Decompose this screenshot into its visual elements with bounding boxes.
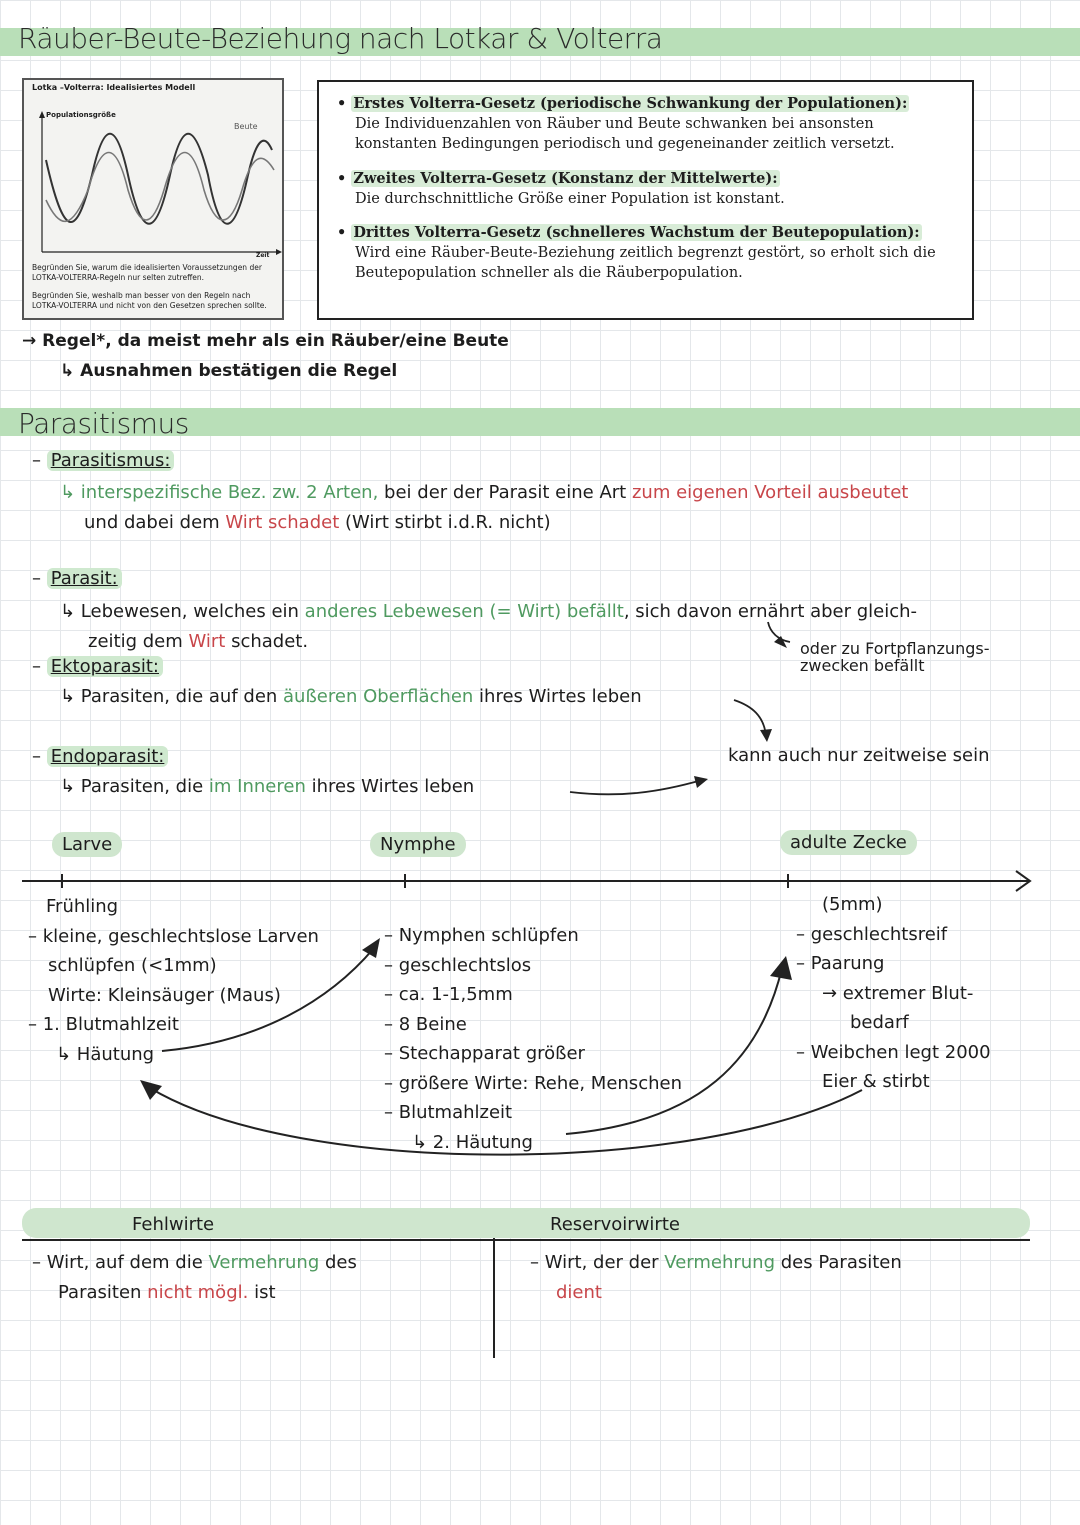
stage-label-adult: adulte Zecke	[780, 830, 917, 855]
law-2: • Zweites Volterra-Gesetz (Konstanz der Mittelwerte): Die durchschnittliche Größe einer Population ist konstant.	[337, 169, 957, 209]
adult-line-1: (5mm)	[822, 894, 883, 915]
text-organism: ↳ Lebewesen, welches ein	[60, 601, 305, 622]
term-parasit: Parasit:	[47, 568, 122, 589]
reservoir-text-a: – Wirt, der der	[530, 1252, 665, 1273]
adult-line-3: – Paarung	[796, 953, 885, 974]
arrow-endo-head	[694, 776, 708, 788]
nymph-line-5: – Stechapparat größer	[384, 1043, 585, 1064]
term-ektoparasit: Ektoparasit:	[47, 656, 163, 677]
section-title-predator-prey: Räuber-Beute-Beziehung nach Lotkar & Volterra	[18, 22, 663, 55]
incidental-text-d: Parasiten	[58, 1282, 148, 1303]
text-host: Wirt	[188, 631, 226, 652]
series-label-prey: Beute	[234, 122, 258, 131]
arrow-ekto-head	[760, 729, 772, 742]
law-2-title: Zweites Volterra-Gesetz (Konstanz der Mittelwerte):	[353, 170, 778, 187]
text-infests-host: anderes Lebewesen (= Wirt) befällt	[304, 601, 624, 622]
incidental-text-c: des	[319, 1252, 357, 1273]
nymph-line-8: ↳ 2. Häutung	[412, 1131, 533, 1153]
reservoir-text-c: des Parasiten	[775, 1252, 902, 1273]
law-3-title: Drittes Volterra-Gesetz (schnelleres Wachstum der Beutepopulation):	[353, 224, 920, 241]
arrow-side-note-head	[774, 636, 787, 648]
larva-line-5: – 1. Blutmahlzeit	[28, 1014, 179, 1035]
text-host-not-dying: (Wirt stirbt i.d.R. nicht)	[339, 512, 551, 533]
nymph-line-6: – größere Wirte: Rehe, Menschen	[384, 1072, 682, 1094]
nymph-line-1: – Nymphen schlüpfen	[384, 925, 579, 946]
stage-label-nymph: Nymphe	[370, 832, 466, 857]
larva-line-3: schlüpfen (<1mm)	[48, 955, 217, 976]
text-ekto-a: ↳ Parasiten, die auf den	[60, 686, 284, 707]
text-feeds-on: , sich davon ernährt aber gleich-	[623, 601, 918, 622]
definition-parasitismus: – Parasitismus:	[32, 450, 174, 471]
larva-line-2: – kleine, geschlechtslose Larven	[28, 925, 319, 947]
text-simultaneously: zeitig dem	[88, 631, 189, 652]
incidental-text-e: nicht mögl.	[147, 1282, 249, 1303]
stage-nymph-details	[384, 921, 682, 1157]
adult-line-6: – Weibchen legt 2000	[796, 1041, 991, 1063]
text-and-host: und dabei dem	[84, 512, 226, 533]
law-2-text: Die durchschnittliche Größe einer Population ist konstant.	[355, 191, 785, 207]
incidental-text-a: – Wirt, auf dem die	[32, 1252, 209, 1273]
figure-task-2: Begründen Sie, weshalb man besser von den Regeln nach LOTKA-VOLTERRA und nicht von den Gesetzen sprechen sollte.	[32, 291, 267, 310]
host-desc-reservoir	[530, 1248, 902, 1308]
adult-line-5: bedarf	[850, 1012, 909, 1033]
incidental-text-f: ist	[248, 1282, 276, 1303]
text-ekto-c: ihres Wirtes leben	[473, 686, 642, 707]
law-1: • Erstes Volterra-Gesetz (periodische Schwankung der Populationen): Die Individuenzahlen von Räuber und Beute schwanken bei ansonsten konstanten Bedingungen periodisch und gegeneinander zeitlich versetzt.	[337, 94, 957, 154]
term-endoparasit: Endoparasit:	[47, 746, 169, 767]
larva-line-6: ↳ Häutung	[56, 1043, 155, 1065]
section-title-parasitism: Parasitismus	[18, 407, 189, 440]
definition-endoparasit: – Endoparasit:	[32, 746, 168, 767]
nymph-line-3: – ca. 1-1,5mm	[384, 984, 513, 1005]
text-endo-a: ↳ Parasiten, die	[60, 776, 209, 797]
incidental-text-b: Vermehrung	[208, 1252, 320, 1273]
law-3: • Drittes Volterra-Gesetz (schnelleres Wachstum der Beutepopulation): Wird eine Räuber-Beute-Beziehung zeitlich begrenzt gestört, so erholt sich die Beutepopulation schneller als die Räuberpopulation.	[337, 223, 957, 283]
adult-line-4: → extremer Blut-	[822, 982, 974, 1004]
nymph-line-2: – geschlechtslos	[384, 954, 532, 976]
x-axis-label: Zeit	[256, 252, 270, 259]
text-inside: im Inneren	[208, 776, 306, 797]
arrow-nymph-head	[770, 956, 792, 980]
reservoir-text-d: dient	[556, 1282, 602, 1303]
text-outer-surfaces: äußeren Oberflächen	[283, 686, 474, 707]
stage-larva-details	[28, 892, 319, 1069]
side-note-reproduction: oder zu Fortpflanzungs- zwecken befällt	[800, 639, 990, 675]
figure-task-1: Begründen Sie, warum die idealisierten Voraussetzungen der LOTKA-VOLTERRA-Regeln nur selten zutreffen.	[32, 263, 262, 282]
text-parasite-species: bei der der Parasit eine Art	[378, 482, 632, 503]
stage-label-larva: Larve	[52, 832, 122, 857]
law-1-text: Die Individuenzahlen von Räuber und Beute schwanken bei ansonsten konstanten Bedingungen periodisch und gegeneinander zeitlich versetzt.	[355, 116, 895, 152]
y-axis-label: Populationsgröße	[46, 111, 116, 119]
law-3-text: Wird eine Räuber-Beute-Beziehung zeitlich begrenzt gestört, so erholt sich die Beutepopulation schneller als die Räuberpopulation.	[355, 245, 936, 281]
definition-ektoparasit: – Ektoparasit:	[32, 656, 163, 677]
arrow-larva-head	[362, 938, 380, 958]
host-title-reservoir: Reservoirwirte	[550, 1214, 680, 1235]
arrow-adult-head	[140, 1080, 162, 1100]
host-desc-incidental	[32, 1248, 357, 1308]
text-harms: schadet.	[225, 631, 309, 652]
text-host-harmed: Wirt schadet	[225, 512, 340, 533]
law-1-title: Erstes Volterra-Gesetz (periodische Schwankung der Populationen):	[353, 95, 908, 112]
adult-line-2: – geschlechtsreif	[796, 923, 948, 945]
figure-header: Lotka –Volterra: Idealisiertes Modell	[32, 83, 196, 92]
larva-line-1: Frühling	[46, 896, 119, 917]
arrow-endo-to-note	[570, 780, 702, 794]
text-interspecific: ↳ interspezifische Bez. zw. 2 Arten,	[60, 482, 379, 503]
stage-adult-details	[796, 890, 991, 1097]
reservoir-text-b: Vermehrung	[664, 1252, 776, 1273]
text-own-advantage: zum eigenen Vorteil ausbeutet	[631, 482, 909, 503]
note-temporary: kann auch nur zeitweise sein	[728, 745, 990, 766]
term-parasitismus: Parasitismus:	[47, 450, 175, 471]
larva-line-4: Wirte: Kleinsäuger (Maus)	[48, 984, 281, 1006]
text-endo-c: ihres Wirtes leben	[305, 776, 475, 797]
nymph-line-4: – 8 Beine	[384, 1013, 467, 1035]
host-title-incidental: Fehlwirte	[132, 1214, 215, 1235]
note-rule: → Regel*, da meist mehr als ein Räuber/eine Beute	[22, 331, 509, 351]
note-exception: ↳ Ausnahmen bestätigen die Regel	[60, 361, 398, 381]
definition-parasit: – Parasit:	[32, 568, 122, 589]
nymph-line-7: – Blutmahlzeit	[384, 1102, 513, 1123]
adult-line-7: Eier & stirbt	[822, 1071, 930, 1092]
